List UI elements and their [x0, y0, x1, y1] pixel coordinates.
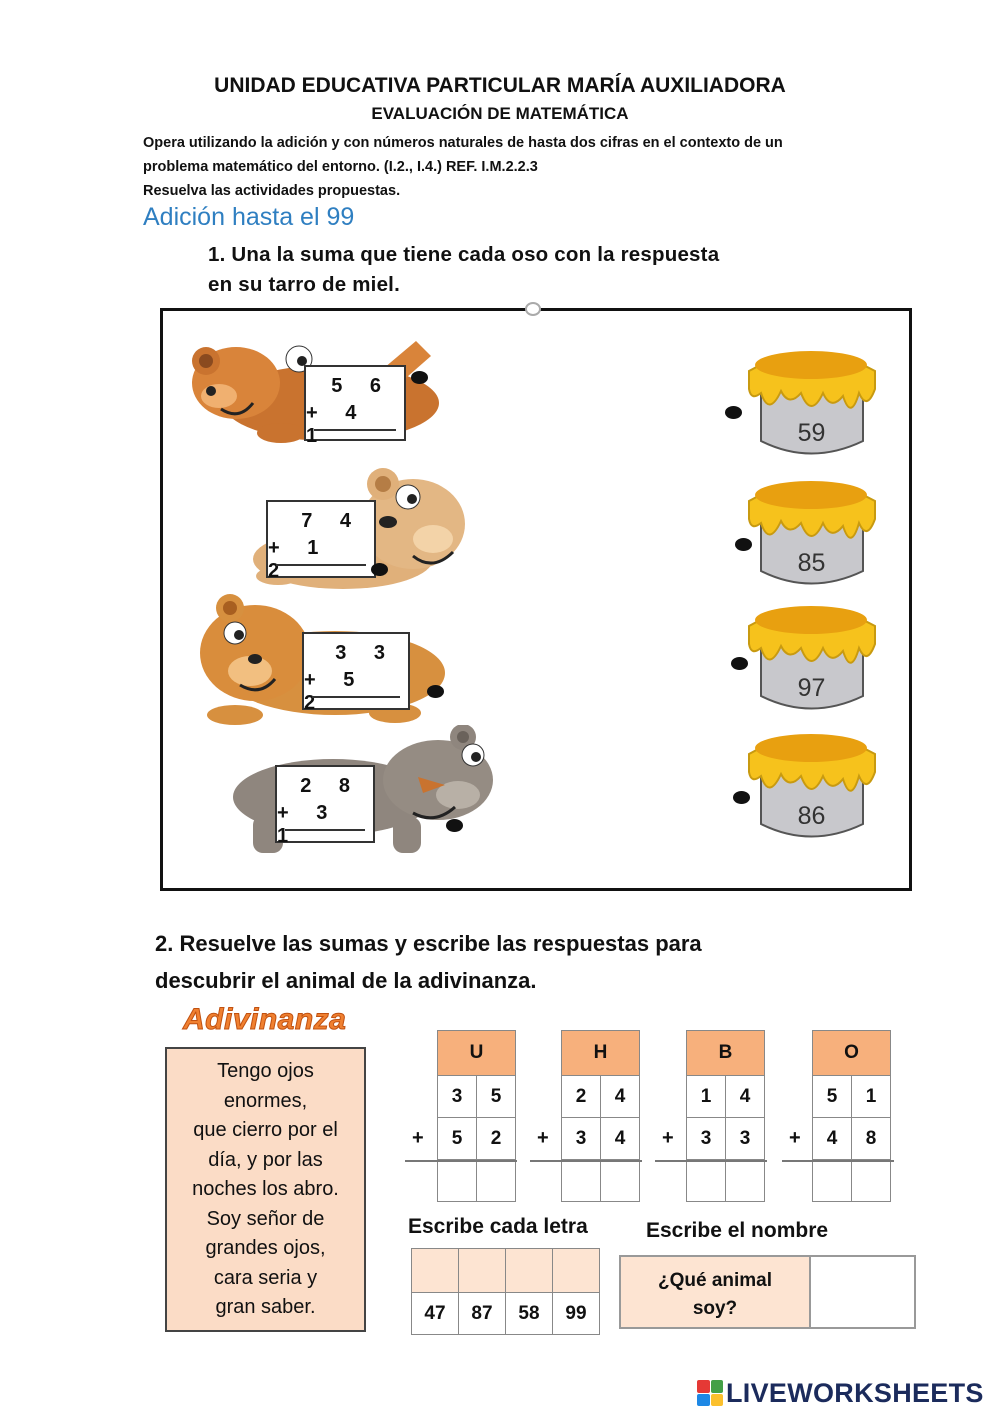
liveworksheets-logo — [697, 1378, 984, 1408]
riddle-title: Adivinanza — [183, 1003, 347, 1036]
bear-4-dot[interactable] — [446, 819, 463, 832]
letters-table — [411, 1248, 600, 1335]
letter-slot-3[interactable] — [506, 1249, 553, 1293]
bear-1-bottom-number: + 4 1 — [306, 402, 368, 447]
sum-h-plus: + — [537, 1127, 549, 1149]
honey-pot-3 — [739, 596, 884, 716]
sum-o-a-tens: 5 — [813, 1076, 852, 1118]
bear-3-top-number: 3 3 — [335, 642, 396, 664]
write-letter-label: Escribe cada letra — [408, 1215, 588, 1238]
question-2-line-1: 2. Resuelve las sumas y escribe las respuestas para — [155, 931, 702, 956]
description-line-2: problema matemático del entorno. (I.2., I.4.) REF. I.M.2.2.3 — [143, 159, 538, 175]
pot-2-dot[interactable] — [735, 538, 752, 551]
liveworksheets-brand: LIVEWORKSHEETS — [726, 1377, 984, 1408]
letter-number-1: 47 — [412, 1293, 459, 1335]
letter-number-2: 87 — [459, 1293, 506, 1335]
letter-slot-1[interactable] — [412, 1249, 459, 1293]
sum-h-line — [530, 1160, 642, 1162]
sum-u-letter: U — [438, 1031, 516, 1076]
bear-1-top-number: 5 6 — [331, 375, 392, 397]
bear-4-sum-line — [285, 829, 365, 831]
sum-h-b-tens: 3 — [562, 1118, 601, 1160]
sum-h-a-units: 4 — [601, 1076, 640, 1118]
sum-o-letter: O — [813, 1031, 891, 1076]
riddle-line: grandes ojos, — [205, 1237, 326, 1259]
sum-u-plus: + — [412, 1127, 424, 1149]
honey-pot-4 — [739, 724, 884, 844]
sum-o-a-units: 1 — [852, 1076, 891, 1118]
bear-4-top-number: 2 8 — [300, 775, 361, 797]
sum-b-letter: B — [687, 1031, 765, 1076]
sum-u-answer-units[interactable] — [477, 1160, 516, 1202]
question-2 — [155, 925, 855, 999]
sum-b-answer-units[interactable] — [726, 1160, 765, 1202]
description — [143, 131, 883, 203]
honey-pot-1-number: 59 — [797, 419, 826, 447]
honey-pot-2-number: 85 — [797, 549, 826, 577]
sum-h — [561, 1030, 640, 1202]
bear-2-sum-line — [276, 564, 366, 566]
sum-b-a-tens: 1 — [687, 1076, 726, 1118]
sum-o-plus: + — [789, 1127, 801, 1149]
bear-2-dot[interactable] — [371, 563, 388, 576]
pot-1-dot[interactable] — [725, 406, 742, 419]
animal-question-line-1: ¿Qué animal — [657, 1270, 773, 1291]
sum-b-line — [655, 1160, 767, 1162]
evaluation-title: EVALUACIÓN DE MATEMÁTICA — [371, 104, 629, 123]
sum-b-b-units: 3 — [726, 1118, 765, 1160]
sum-u-a-units: 5 — [477, 1076, 516, 1118]
sum-o-line — [782, 1160, 894, 1162]
letter-number-3: 58 — [506, 1293, 553, 1335]
sum-u-b-tens: 5 — [438, 1118, 477, 1160]
animal-answer-input[interactable] — [809, 1257, 914, 1327]
riddle-line: noches los abro. — [192, 1178, 339, 1200]
bear-3-dot[interactable] — [427, 685, 444, 698]
sum-h-letter: H — [562, 1031, 640, 1076]
bear-3-sum-card — [302, 632, 410, 714]
sum-h-answer-tens[interactable] — [562, 1160, 601, 1202]
riddle-line: gran saber. — [215, 1296, 316, 1318]
question-1-line-1: 1. Una la suma que tiene cada oso con la respuesta — [208, 243, 720, 266]
bear-3-bottom-number: + 5 2 — [304, 669, 366, 714]
sum-u-a-tens: 3 — [438, 1076, 477, 1118]
bear-3-sum-line — [312, 696, 400, 698]
riddle-line: enormes, — [223, 1089, 308, 1112]
question-2-line-2: descubrir el animal de la adivinanza. — [155, 968, 537, 993]
bear-1-sum-line — [314, 429, 396, 431]
sum-b-plus: + — [662, 1127, 674, 1149]
honey-pot-4-number: 86 — [797, 802, 826, 830]
sum-o-answer-units[interactable] — [852, 1160, 891, 1202]
sum-h-a-tens: 2 — [562, 1076, 601, 1118]
question-1-line-2: en su tarro de miel. — [208, 273, 400, 296]
school-name: UNIDAD EDUCATIVA PARTICULAR MARÍA AUXILIADORA — [214, 74, 786, 97]
honey-pot-1 — [739, 341, 884, 461]
sum-o-b-units: 8 — [852, 1118, 891, 1160]
sum-u-answer-tens[interactable] — [438, 1160, 477, 1202]
sum-u-line — [405, 1160, 517, 1162]
bear-4-bottom-number: + 3 1 — [277, 802, 339, 847]
pot-3-dot[interactable] — [731, 657, 748, 670]
animal-question-line-2: soy? — [692, 1298, 738, 1319]
sum-b-a-units: 4 — [726, 1076, 765, 1118]
matching-frame — [160, 308, 912, 891]
riddle-line: Soy señor de — [206, 1207, 325, 1230]
sum-b-answer-tens[interactable] — [687, 1160, 726, 1202]
riddle-line: Tengo ojos — [217, 1060, 314, 1082]
letter-slot-2[interactable] — [459, 1249, 506, 1293]
riddle-line: que cierro por el — [193, 1119, 338, 1141]
sum-h-b-units: 4 — [601, 1118, 640, 1160]
riddle-line: cara seria y — [213, 1266, 318, 1289]
riddle-box — [165, 1047, 366, 1332]
sum-b — [686, 1030, 765, 1202]
animal-question — [621, 1257, 809, 1327]
description-line-1: Opera utilizando la adición y con números naturales de hasta dos cifras en el contexto de un — [143, 135, 783, 151]
write-name-label: Escribe el nombre — [646, 1219, 829, 1242]
sum-u-b-units: 2 — [477, 1118, 516, 1160]
riddle-line: día, y por las — [208, 1148, 323, 1171]
bear-2-top-number: 7 4 — [301, 510, 362, 532]
sum-h-answer-units[interactable] — [601, 1160, 640, 1202]
sum-b-b-tens: 3 — [687, 1118, 726, 1160]
bear-4-sum-card — [275, 765, 375, 847]
bear-2-bottom-number: + 1 2 — [268, 537, 330, 582]
bear-1-dot[interactable] — [411, 371, 428, 384]
pot-4-dot[interactable] — [733, 791, 750, 804]
liveworksheets-logo-icon — [697, 1380, 723, 1406]
sum-o-answer-tens[interactable] — [813, 1160, 852, 1202]
bear-2-sum-card — [266, 500, 376, 582]
animal-answer-box — [619, 1255, 916, 1329]
honey-pot-3-number: 97 — [797, 674, 826, 702]
section-subtitle: Adición hasta el 99 — [143, 203, 355, 231]
letter-slot-4[interactable] — [553, 1249, 600, 1293]
honey-pot-2 — [739, 471, 884, 591]
question-1 — [208, 240, 888, 300]
frame-handle — [525, 302, 541, 316]
letter-number-4: 99 — [553, 1293, 600, 1335]
sum-u — [437, 1030, 516, 1202]
bear-1-sum-card — [304, 365, 406, 447]
sum-o-b-tens: 4 — [813, 1118, 852, 1160]
sum-o — [812, 1030, 891, 1202]
instructions: Resuelva las actividades propuestas. — [143, 183, 401, 199]
